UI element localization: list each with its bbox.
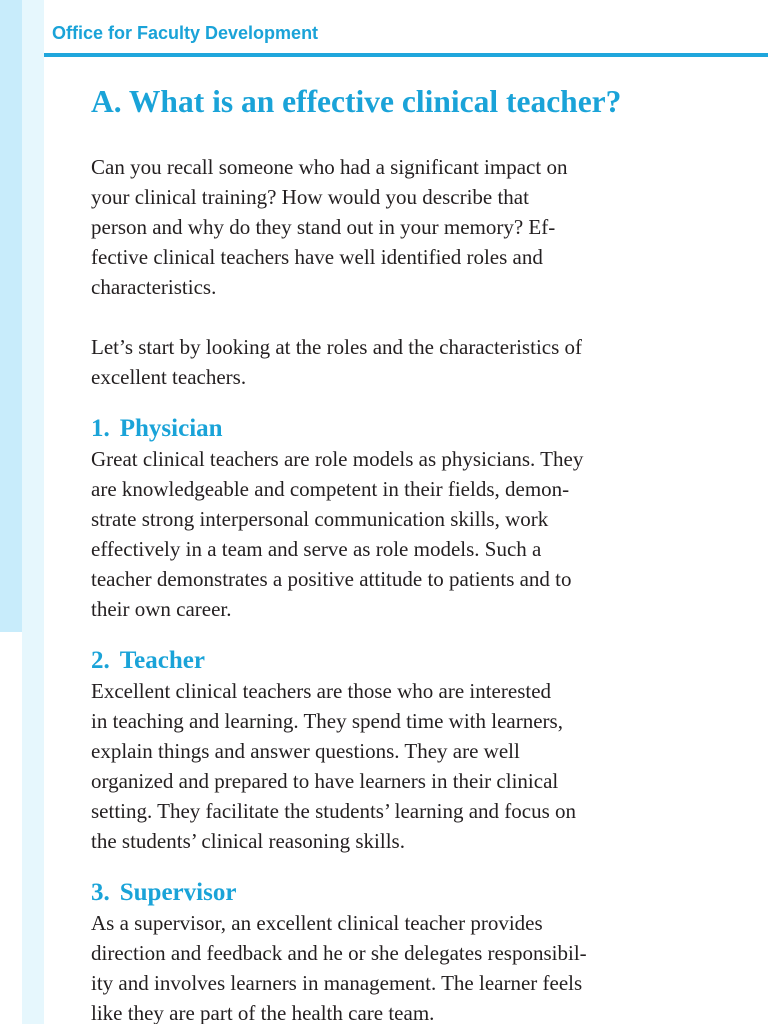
page-title: A. What is an effective clinical teacher? xyxy=(91,84,622,119)
page-content xyxy=(91,80,741,1024)
text-line: the students’ clinical reasoning skills. xyxy=(91,829,405,853)
section-heading xyxy=(91,645,741,676)
text-line: their own career. xyxy=(91,597,232,621)
text-line: in teaching and learning. They spend time with learners, xyxy=(91,709,563,733)
section-heading xyxy=(91,877,741,908)
text-line: As a supervisor, an excellent clinical teacher provides xyxy=(91,911,543,935)
text-line: are knowledgeable and competent in their fields, demon- xyxy=(91,477,570,501)
section-physician xyxy=(91,413,741,624)
text-line: like they are part of the health care team. xyxy=(91,1001,435,1024)
section-title: Teacher xyxy=(119,647,205,674)
section-teacher xyxy=(91,645,741,856)
section-title: Physician xyxy=(119,415,223,442)
text-line: direction and feedback and he or she delegates responsibil- xyxy=(91,941,587,965)
text-line: explain things and answer questions. They are well xyxy=(91,739,520,763)
text-line: characteristics. xyxy=(91,275,217,299)
text-line: effectively in a team and serve as role models. Such a xyxy=(91,537,542,561)
section-title: Supervisor xyxy=(119,879,237,906)
text-line: your clinical training? How would you describe that xyxy=(91,185,529,209)
side-color-band xyxy=(0,0,22,632)
text-line: person and why do they stand out in your memory? Ef- xyxy=(91,215,556,239)
text-line: ity and involves learners in management. The learner feels xyxy=(91,971,583,995)
text-line: excellent teachers. xyxy=(91,365,247,389)
text-line: Great clinical teachers are role models as physicians. They xyxy=(91,447,584,471)
text-line: organized and prepared to have learners in their clinical xyxy=(91,769,559,793)
text-line: Can you recall someone who had a significant impact on xyxy=(91,155,568,179)
text-line: Let’s start by looking at the roles and the characteristics of xyxy=(91,335,583,359)
intro-paragraph xyxy=(91,152,741,302)
section-heading xyxy=(91,413,741,444)
section-number: 2. xyxy=(91,647,110,674)
text-line: setting. They facilitate the students’ learning and focus on xyxy=(91,799,576,823)
running-header: Office for Faculty Development xyxy=(52,23,319,43)
text-line: fective clinical teachers have well identified roles and xyxy=(91,245,543,269)
text-line: strate strong interpersonal communication skills, work xyxy=(91,507,549,531)
intro-paragraph-2 xyxy=(91,332,741,392)
side-color-strip xyxy=(22,0,44,1024)
text-line: Excellent clinical teachers are those who are interested xyxy=(91,679,552,703)
header-rule xyxy=(44,53,768,57)
text-line: teacher demonstrates a positive attitude to patients and to xyxy=(91,567,572,591)
section-number: 1. xyxy=(91,415,110,442)
section-number: 3. xyxy=(91,879,110,906)
section-supervisor xyxy=(91,877,741,1024)
